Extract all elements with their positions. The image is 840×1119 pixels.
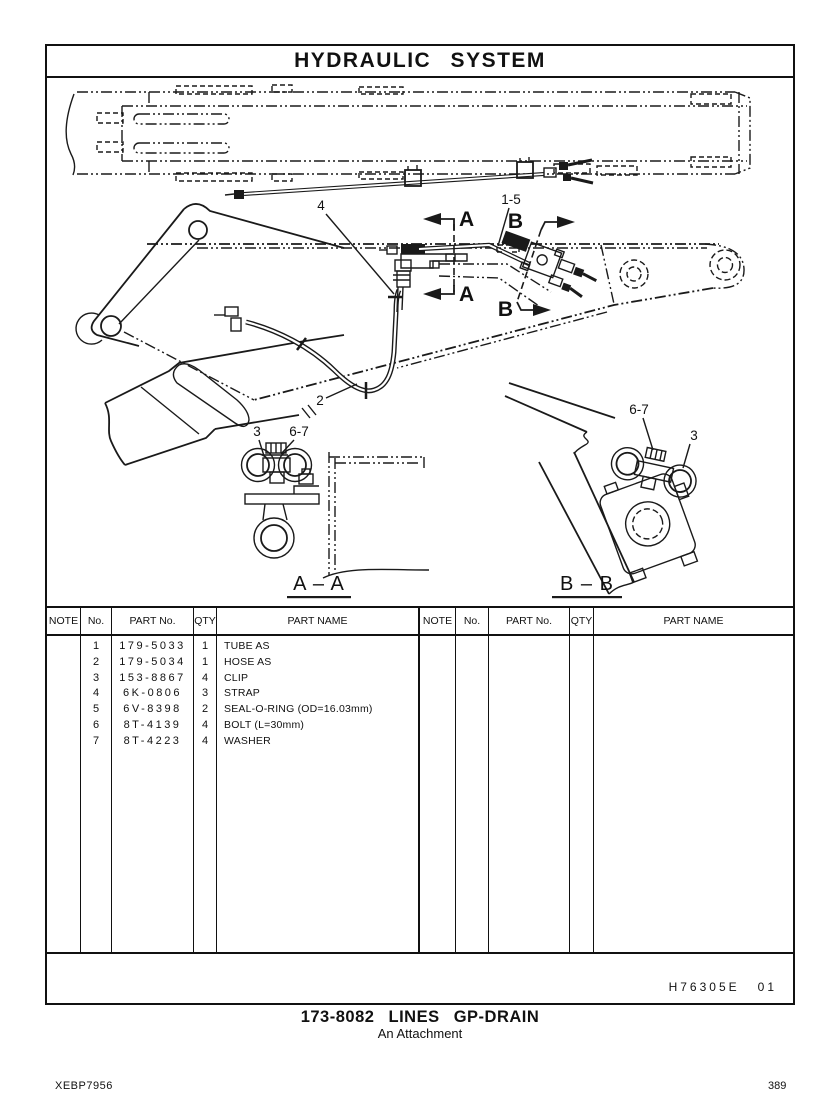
row-part-name: TUBE AS <box>224 640 270 652</box>
row-no: 3 <box>92 671 100 684</box>
row-part-name: WASHER <box>224 734 271 747</box>
page-number: 389 <box>768 1080 787 1092</box>
header-note-right: NOTE <box>420 608 456 634</box>
table-footer <box>47 952 793 1001</box>
column-partno-right <box>489 636 570 952</box>
plan-view <box>66 85 750 199</box>
document-revision: 01 <box>757 980 777 994</box>
column-no-right <box>456 636 489 952</box>
column-partname-left <box>217 636 420 952</box>
section-b-letter-bottom: B <box>497 298 513 321</box>
row-qty: 4 <box>201 671 209 684</box>
form-number: XEBP7956 <box>55 1080 113 1092</box>
document-code <box>669 980 777 994</box>
row-part-number: 8T-4223 <box>123 734 182 747</box>
row-no: 4 <box>92 687 100 700</box>
row-qty: 4 <box>201 734 209 747</box>
row-no: 6 <box>92 718 100 731</box>
callout-strap: 4 <box>317 198 325 213</box>
header-partname-right: PART NAME <box>663 615 724 627</box>
header-partno-right: PART No. <box>489 608 570 634</box>
callout-group-1-5: 1-5 <box>501 192 521 207</box>
row-qty: 1 <box>201 655 209 668</box>
row-qty: 4 <box>201 718 209 731</box>
row-part-name: STRAP <box>224 687 261 700</box>
row-part-number: 6K-0806 <box>122 687 183 700</box>
page-title: HYDRAULIC SYSTEM <box>47 46 793 78</box>
detail-a-a <box>242 424 430 598</box>
bottom-caption <box>0 1008 840 1041</box>
drawing-area <box>47 78 793 606</box>
section-caption-aa: A – A <box>293 573 345 595</box>
callout-clip-bb: 3 <box>690 428 698 443</box>
callout-bolt-washer-aa: 6-7 <box>289 424 309 439</box>
parts-table-header <box>47 608 793 636</box>
section-a-letter-top: A <box>459 208 475 231</box>
row-part-number: 179-5033 <box>119 640 186 652</box>
column-note-right <box>420 636 456 952</box>
section-b-letter-top: B <box>507 210 523 233</box>
row-part-number: 153-8867 <box>119 671 186 684</box>
column-qty-left <box>194 636 217 952</box>
technical-drawing <box>47 78 793 606</box>
row-no: 7 <box>92 734 100 747</box>
detail-b-b <box>505 383 711 598</box>
section-a-letter-bottom: A <box>459 283 475 306</box>
header-qty-right: QTY <box>570 608 594 634</box>
header-partno-left: PART No. <box>112 608 194 634</box>
row-part-name: HOSE AS <box>224 655 272 668</box>
row-part-name: BOLT (L=30mm) <box>224 718 305 731</box>
row-part-number: 6V-8398 <box>123 703 182 716</box>
row-qty: 1 <box>201 640 209 652</box>
parts-table <box>47 606 793 1001</box>
callout-clip-aa: 3 <box>253 424 261 439</box>
callout-bolt-washer-bb: 6-7 <box>629 402 649 417</box>
column-qty-right <box>570 636 594 952</box>
row-part-name: CLIP <box>224 671 249 684</box>
row-qty: 3 <box>201 687 209 700</box>
column-partname-right <box>594 636 793 952</box>
document-code-value: H76305E <box>668 980 740 994</box>
row-no: 5 <box>92 703 100 716</box>
callout-hose: 2 <box>316 393 324 408</box>
parts-table-body <box>47 636 793 952</box>
header-note-left: NOTE <box>47 608 81 634</box>
header-no-left: No. <box>81 608 112 634</box>
header-qty-left: QTY <box>194 608 217 634</box>
assembly-subtitle: An Attachment <box>377 1026 463 1042</box>
row-part-number: 8T-4139 <box>123 718 182 731</box>
section-caption-bb: B – B <box>560 573 614 595</box>
assembly-title: 173-8082 LINES GP-DRAIN <box>300 1008 540 1026</box>
header-no-right: No. <box>456 608 489 634</box>
side-view <box>76 192 744 465</box>
row-qty: 2 <box>201 703 209 716</box>
column-partno-left <box>112 636 194 952</box>
row-no: 1 <box>92 640 100 652</box>
row-no: 2 <box>92 655 100 668</box>
row-part-name: SEAL-O-RING (OD=16.03mm) <box>224 703 373 716</box>
column-no-left <box>81 636 112 952</box>
column-note-left <box>47 636 81 952</box>
row-part-number: 179-5034 <box>119 655 186 668</box>
header-partname-left: PART NAME <box>217 608 420 634</box>
page-frame <box>45 44 795 1005</box>
